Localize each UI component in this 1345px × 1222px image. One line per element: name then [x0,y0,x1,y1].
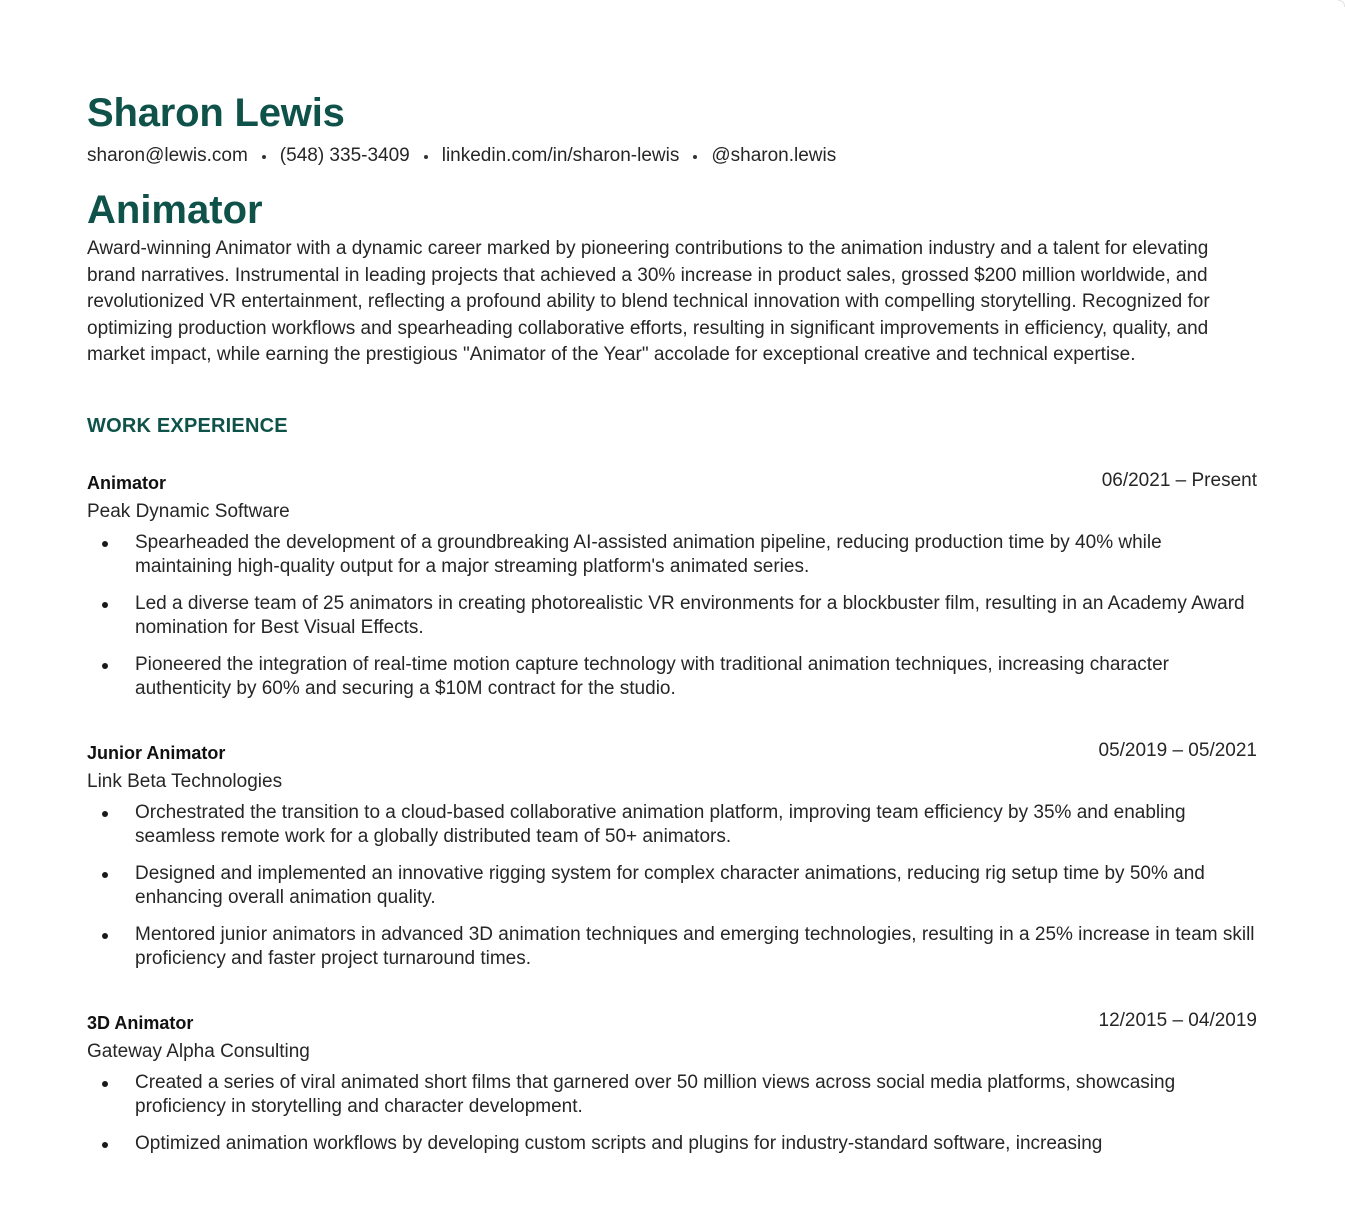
bullet-text: Created a series of viral animated short films that garnered over 50 million views across social media platforms, showcasing proficiency in storytelling and character development. [135,1071,1176,1117]
separator-dot [262,155,266,159]
contact-linkedin[interactable]: linkedin.com/in/sharon-lewis [441,145,680,166]
job-bullets [87,1071,1257,1156]
job-entry [87,1011,1257,1156]
bullet-item [87,923,1257,971]
job-header [87,741,1257,766]
bullet-text: Pioneered the integration of real-time motion capture technology with traditional animation techniques, increasing character authenticity by 60% and securing a $10M contract for the studio. [135,653,1169,699]
job-entry [87,471,1257,701]
bullet-dot [102,1081,108,1087]
bullet-dot [102,933,108,939]
job-title: Junior Animator [87,742,226,763]
bullet-text: Designed and implemented an innovative rigging system for complex character animations, reducing rig setup time by 50% and enhancing overall animation quality. [135,862,1205,908]
job-header [87,471,1257,496]
bullet-dot [102,811,108,817]
resume-content [87,88,1257,1169]
job-title: 3D Animator [87,1012,194,1033]
summary-paragraph: Award-winning Animator with a dynamic career marked by pioneering contributions to the animation industry and a talent for elevating brand narratives. Instrumental in leading projects that achieved a 30% increase in product sales, grossed $200 million worldwide, and revolutionized VR entertainment, reflecting a profound ability to blend technical innovation with compelling storytelling. Recognized for optimizing production workflows and spearheading collaborative efforts, resulting in significant improvements in efficiency, quality, and market impact, while earning the prestigious "Animator of the Year" accolade for exceptional creative and technical expertise. [87,238,1210,366]
candidate-name: Sharon Lewis [87,91,345,135]
bullet-dot [102,1142,108,1148]
bullet-item [87,531,1257,579]
job-bullets [87,531,1257,701]
bullet-dot [102,663,108,669]
bullet-dot [102,541,108,547]
job-company: Gateway Alpha Consulting [87,1040,310,1062]
contact-handle[interactable]: @sharon.lewis [711,145,837,166]
job-bullets [87,801,1257,971]
work-experience-heading: WORK EXPERIENCE [87,414,288,437]
job-title: Animator [87,472,167,493]
page-corner [1338,0,1345,7]
job-company: Peak Dynamic Software [87,500,290,522]
bullet-item [87,653,1257,701]
bullet-item [87,862,1257,910]
job-dates: 12/2015 – 04/2019 [1098,1009,1257,1031]
bullet-text: Optimized animation workflows by developing custom scripts and plugins for industry-standard software, increasing [135,1132,1103,1154]
bullet-dot [102,872,108,878]
contact-line [87,143,1257,169]
bullet-item [87,801,1257,849]
separator-dot [424,155,428,159]
bullet-item [87,592,1257,640]
job-dates: 06/2021 – Present [1101,469,1257,491]
job-company: Link Beta Technologies [87,770,283,792]
bullet-dot [102,602,108,608]
bullet-item [87,1071,1257,1119]
bullet-text: Mentored junior animators in advanced 3D animation techniques and emerging technologies, resulting in a 25% increase in team skill proficiency and faster project turnaround times. [135,923,1255,969]
bullet-text: Led a diverse team of 25 animators in creating photorealistic VR environments for a blockbuster film, resulting in an Academy Award nomination for Best Visual Effects. [135,592,1245,638]
contact-email[interactable]: sharon@lewis.com [87,145,248,166]
job-dates: 05/2019 – 05/2021 [1098,739,1257,761]
bullet-text: Orchestrated the transition to a cloud-based collaborative animation platform, improving team efficiency by 35% and enabling seamless remote work for a globally distributed team of 50+ animators. [135,801,1186,847]
job-entry [87,741,1257,971]
bullet-item [87,1132,1257,1156]
resume-title: Animator [87,188,263,232]
bullet-text: Spearheaded the development of a groundbreaking AI-assisted animation pipeline, reducing production time by 40% while maintaining high-quality output for a major streaming platform's animated series. [135,531,1162,577]
contact-phone[interactable]: (548) 335-3409 [279,145,410,166]
job-header [87,1011,1257,1036]
separator-dot [693,155,697,159]
